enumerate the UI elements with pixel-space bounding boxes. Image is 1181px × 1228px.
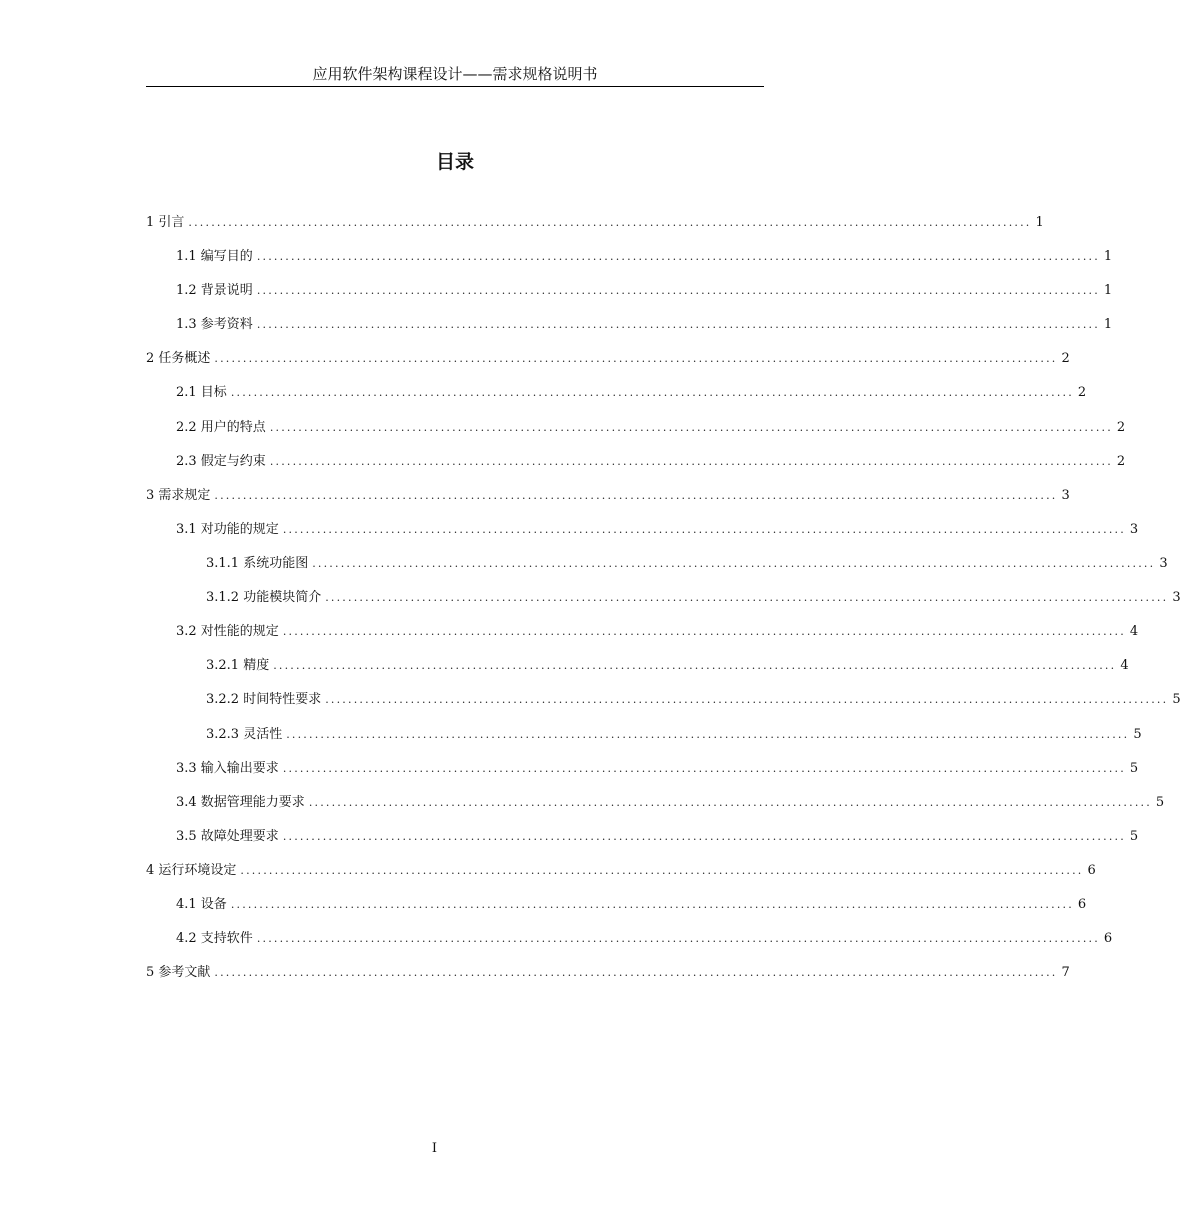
toc-entry[interactable]: [146, 963, 1070, 983]
toc-entry-label: 3.2.2 时间特性要求: [206, 692, 322, 707]
toc-leader-dots: ....................................................................................................................................................: [312, 557, 1156, 570]
toc-entry-label: 3.1 对功能的规定: [176, 522, 279, 537]
toc-leader-dots: ....................................................................................................................................................: [269, 421, 1113, 434]
toc-entry-page: 3: [1172, 590, 1181, 605]
toc-entry-page: 4: [1120, 658, 1129, 673]
toc-entry-page: 1: [1103, 283, 1113, 298]
toc-leader-dots: ....................................................................................................................................................: [214, 352, 1058, 365]
toc-entry-label: 3.2.3 灵活性: [206, 727, 283, 742]
toc-leader-dots: ....................................................................................................................................................: [214, 489, 1058, 502]
toc-entry-page: 6: [1087, 863, 1096, 878]
toc-entry-label: 3.2 对性能的规定: [176, 624, 279, 639]
toc-title: 目录: [435, 151, 474, 173]
toc-entry-label: 2.3 假定与约束: [176, 454, 266, 469]
toc-leader-dots: ....................................................................................................................................................: [282, 523, 1126, 536]
toc-entry[interactable]: [176, 383, 1087, 403]
toc-entry[interactable]: [206, 725, 1142, 745]
toc-entry-page: 1: [1103, 249, 1113, 264]
toc-entry[interactable]: [206, 588, 1181, 608]
toc-leader-dots: ....................................................................................................................................................: [282, 830, 1126, 843]
toc-entry[interactable]: [206, 554, 1168, 574]
toc-leader-dots: ....................................................................................................................................................: [214, 966, 1058, 979]
toc-entry-label: 3.1.1 系统功能图: [206, 556, 309, 571]
toc-entry-label: 3.5 故障处理要求: [176, 829, 279, 844]
toc-leader-dots: ....................................................................................................................................................: [188, 216, 1032, 229]
toc-entry[interactable]: [176, 247, 1113, 267]
toc-leader-dots: ....................................................................................................................................................: [256, 932, 1100, 945]
toc-entry-label: 4.2 支持软件: [176, 931, 253, 946]
toc-leader-dots: ....................................................................................................................................................: [282, 762, 1126, 775]
toc-entry-label: 2 任务概述: [146, 351, 211, 366]
toc-entry[interactable]: [176, 315, 1113, 335]
toc-leader-dots: ....................................................................................................................................................: [269, 455, 1113, 468]
running-header: 应用软件架构课程设计——需求规格说明书: [312, 65, 598, 83]
toc-entry-label: 1.2 背景说明: [176, 283, 253, 298]
toc-entry[interactable]: [176, 929, 1113, 949]
toc-entry[interactable]: [176, 418, 1126, 438]
toc-entry-page: 6: [1077, 897, 1087, 912]
toc-entry-page: 2: [1116, 454, 1126, 469]
toc-entry-label: 3.1.2 功能模块简介: [206, 590, 322, 605]
toc-entry[interactable]: [146, 861, 1096, 881]
toc-leader-dots: ....................................................................................................................................................: [325, 591, 1169, 604]
toc-entry-page: 1: [1103, 317, 1113, 332]
toc-leader-dots: ....................................................................................................................................................: [325, 693, 1169, 706]
toc-leader-dots: ....................................................................................................................................................: [282, 625, 1126, 638]
toc-leader-dots: ....................................................................................................................................................: [286, 728, 1130, 741]
toc-leader-dots: ....................................................................................................................................................: [240, 864, 1084, 877]
toc-entry-label: 2.1 目标: [176, 385, 227, 400]
toc-entry-page: 6: [1103, 931, 1113, 946]
toc-entry[interactable]: [146, 213, 1044, 233]
toc-entry[interactable]: [176, 827, 1139, 847]
toc-entry-label: 3.2.1 精度: [206, 658, 270, 673]
toc-entry[interactable]: [176, 281, 1113, 301]
toc-entry-page: 3: [1129, 522, 1139, 537]
toc-entry-page: 2: [1061, 351, 1070, 366]
toc-entry-page: 5: [1155, 795, 1165, 810]
toc-entry[interactable]: [176, 895, 1087, 915]
toc-leader-dots: ....................................................................................................................................................: [273, 659, 1117, 672]
toc-entry-label: 3.3 输入输出要求: [176, 761, 279, 776]
page-number: I: [431, 1141, 438, 1156]
toc-leader-dots: ....................................................................................................................................................: [230, 898, 1074, 911]
toc-leader-dots: ....................................................................................................................................................: [308, 796, 1152, 809]
toc-entry-page: 3: [1061, 488, 1070, 503]
toc-entry-label: 1 引言: [146, 215, 185, 230]
toc-entry-page: 3: [1159, 556, 1168, 571]
toc-entry-page: 5: [1129, 761, 1139, 776]
toc-entry-page: 2: [1116, 420, 1126, 435]
toc-entry-page: 5: [1133, 727, 1142, 742]
toc-entry-label: 4 运行环境设定: [146, 863, 237, 878]
toc-entry-page: 1: [1035, 215, 1044, 230]
toc-entry-page: 4: [1129, 624, 1139, 639]
toc-leader-dots: ....................................................................................................................................................: [256, 318, 1100, 331]
toc-entry[interactable]: [146, 486, 1070, 506]
toc-entry[interactable]: [146, 349, 1070, 369]
toc-entry-label: 5 参考文献: [146, 965, 211, 980]
toc-entry[interactable]: [176, 452, 1126, 472]
toc-entry-page: 7: [1061, 965, 1070, 980]
toc-entry-page: 2: [1077, 385, 1087, 400]
toc-entry[interactable]: [176, 622, 1139, 642]
toc-entry[interactable]: [176, 759, 1139, 779]
toc-leader-dots: ....................................................................................................................................................: [256, 284, 1100, 297]
toc-entry-label: 4.1 设备: [176, 897, 227, 912]
toc-entry-label: 3 需求规定: [146, 488, 211, 503]
toc-entry-label: 1.1 编写目的: [176, 249, 253, 264]
toc-entry[interactable]: [206, 690, 1181, 710]
toc-entry[interactable]: [206, 656, 1129, 676]
toc-entry[interactable]: [176, 793, 1165, 813]
toc-entry-page: 5: [1129, 829, 1139, 844]
toc-entry-label: 2.2 用户的特点: [176, 420, 266, 435]
toc-leader-dots: ....................................................................................................................................................: [230, 386, 1074, 399]
toc-entry-page: 5: [1172, 692, 1181, 707]
toc-entry-label: 1.3 参考资料: [176, 317, 253, 332]
toc-entry-label: 3.4 数据管理能力要求: [176, 795, 305, 810]
toc-entry[interactable]: [176, 520, 1139, 540]
toc-leader-dots: ....................................................................................................................................................: [256, 250, 1100, 263]
